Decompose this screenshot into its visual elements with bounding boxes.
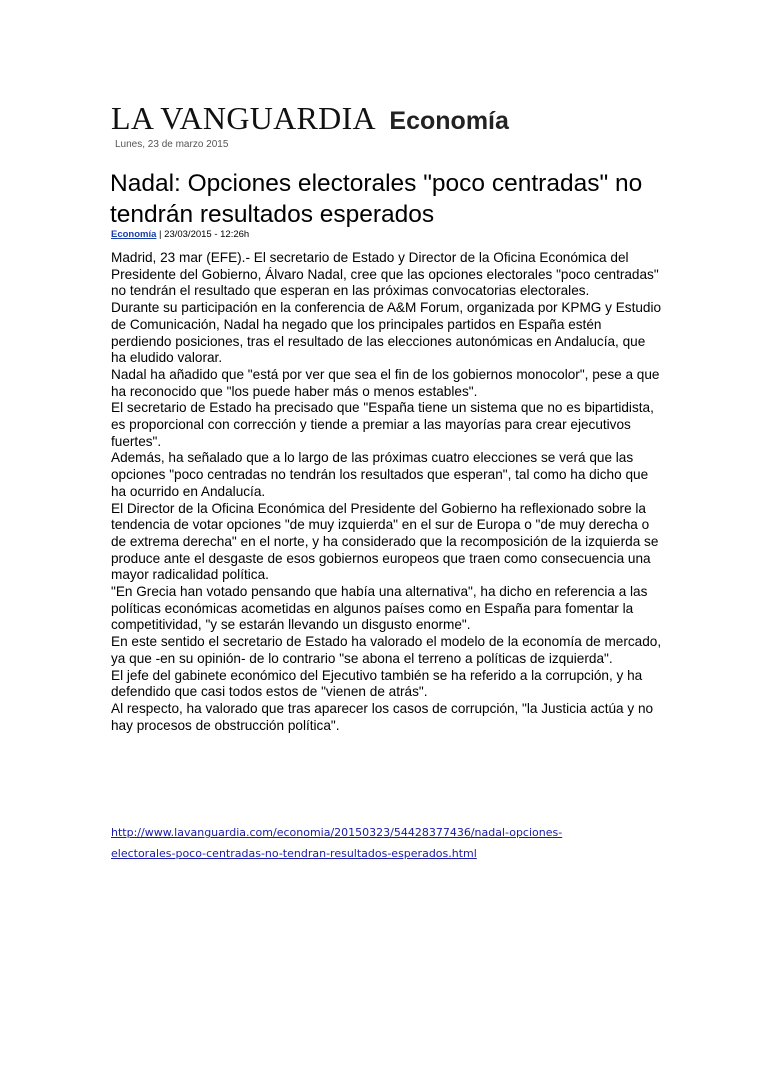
article-body: [111, 250, 663, 734]
source-url-line-1[interactable]: http://www.lavanguardia.com/economia/20150323/54428377436/nadal-opciones-: [111, 826, 563, 839]
article-timestamp: 23/03/2015 - 12:26h: [164, 229, 250, 240]
paragraph: Durante su participación en la conferencia de A&M Forum, organizada por KPMG y Estudio de Comunicación, Nadal ha negado que los principales partidos en España estén perdiendo posiciones, tras el resultado de las elecciones autonómicas en Andalucía, que ha eludido valorar.: [111, 300, 662, 366]
article-headline: Nadal: Opciones electorales "poco centradas" no tendrán resultados esperados: [110, 170, 643, 228]
masthead-date: Lunes, 23 de marzo 2015: [115, 139, 229, 150]
paragraph: En este sentido el secretario de Estado ha valorado el modelo de la economía de mercado, ya que -en su opinión- de lo contrario "se abona el terreno a políticas de izquierda".: [111, 634, 662, 666]
masthead: [111, 100, 509, 137]
meta-separator: |: [156, 229, 165, 240]
article-meta: [111, 229, 249, 240]
newspaper-logo: LA VANGUARDIA: [111, 100, 376, 136]
paragraph: Además, ha señalado que a lo largo de las próximas cuatro elecciones se verá que las opciones "poco centradas no tendrán los resultados que esperan", tal como ha dicho que ha ocurrido en Andalucía.: [111, 450, 649, 499]
paragraph: Al respecto, ha valorado que tras aparecer los casos de corrupción, "la Justicia actúa y no hay procesos de obstrucción política".: [111, 700, 654, 733]
section-label: Economía: [389, 107, 509, 135]
paragraph: El jefe del gabinete económico del Ejecutivo también se ha referido a la corrupción, y ha defendido que casi todos estos de "vienen de atrás".: [111, 667, 643, 700]
paragraph: "En Grecia han votado pensando que había una alternativa", ha dicho en referencia a las políticas económicas acometidas en algunos países como en España para fomentar la competitividad, "y se estarán llevando un disgusto enorme".: [111, 584, 648, 633]
category-link[interactable]: Economía: [111, 229, 157, 240]
paragraph: Nadal ha añadido que "está por ver que sea el fin de los gobiernos monocolor", pese a que ha reconocido que "los puede haber más o menos estables".: [111, 366, 660, 399]
paragraph: El secretario de Estado ha precisado que "España tiene un sistema que no es bipartidista, es proporcional con corrección y tiende a premiar a las mayorías para crear ejecutivos fuertes".: [111, 400, 654, 449]
source-url-line-2[interactable]: electorales-poco-centradas-no-tendran-resultados-esperados.html: [111, 847, 477, 860]
source-link[interactable]: [111, 822, 671, 864]
paragraph: El Director de la Oficina Económica del Presidente del Gobierno ha reflexionado sobre la tendencia de votar opciones "de muy izquierda" en el sur de Europa o "de muy derecha o de extrema derecha" en el norte, y ha considerado que la recomposición de la izquierda se produce ante el desgaste de esos gobiernos europeos que traen como consecuencia una mayor radicalidad política.: [111, 500, 659, 583]
paragraph: Madrid, 23 mar (EFE).- El secretario de Estado y Director de la Oficina Económica del Presidente del Gobierno, Álvaro Nadal, cree que las opciones electorales "poco centradas" no tendrán el resultado que esperan en las próximas convocatorias electorales.: [111, 250, 659, 299]
